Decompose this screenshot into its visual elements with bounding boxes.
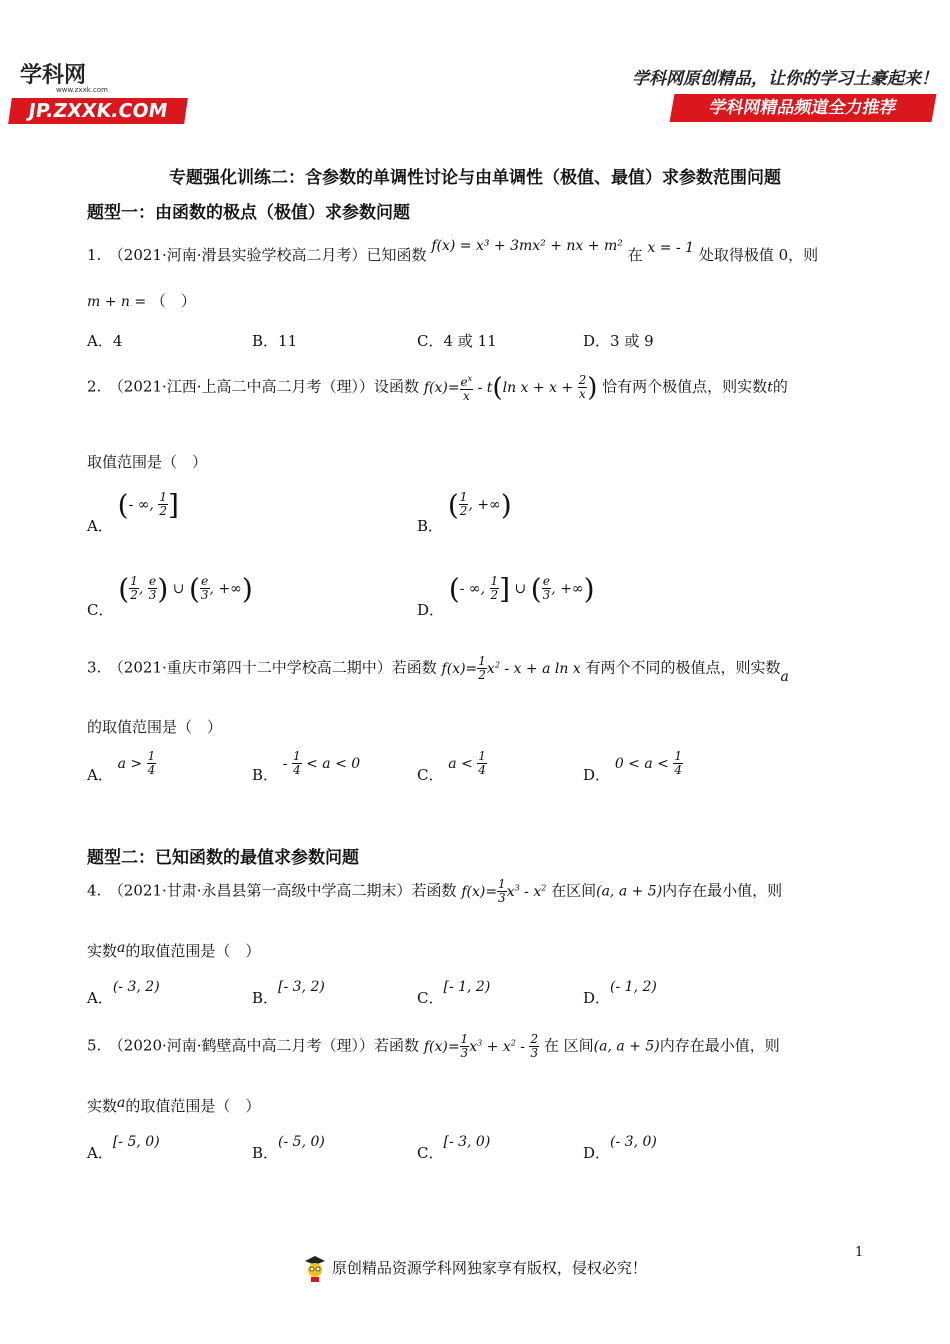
- footer: [0, 1255, 950, 1283]
- question-2: [87, 372, 788, 403]
- logo-url: www.zxxk.com: [56, 86, 108, 94]
- q1-option-b[interactable]: B．11: [252, 332, 298, 350]
- question-4-interval: (a, a + 5): [596, 883, 663, 900]
- question-1-point: x = - 1: [647, 240, 695, 256]
- question-2-suffix: 恰有两个极值点，则实数: [602, 377, 768, 396]
- question-2-suffix2: 的: [772, 377, 788, 396]
- question-1-blank: （ ）: [150, 292, 196, 310]
- question-4-formula: f(x)= $\frac{1}{3}$ $x^3 - x^2$: [461, 877, 547, 905]
- q3-option-d[interactable]: D． 0 < a < $\frac{1}{4}$: [583, 749, 682, 784]
- question-3-var: a: [780, 668, 789, 685]
- question-2-line2: 取值范围是（ ）: [87, 453, 208, 471]
- question-5-prefix: 5. （2020·河南·鹤壁高中高二月考（理））若函数: [87, 1036, 420, 1055]
- page-number: 1: [855, 1245, 864, 1260]
- question-5: [87, 1033, 780, 1060]
- question-5-formula: f(x)= $\frac{1}{3}$ $x^3 + x^2$ - $\frac{2}{3}$: [423, 1032, 539, 1060]
- recommend-banner: 学科网精品频道全力推荐: [670, 94, 937, 122]
- q1-option-a[interactable]: A．4: [87, 332, 123, 350]
- q1-option-c[interactable]: C．4 或 11: [417, 332, 497, 350]
- q4-option-c[interactable]: C．[- 1, 2): [417, 979, 491, 1007]
- question-4-suffix: 在区间: [551, 881, 597, 900]
- q2-option-d[interactable]: D． (- ∞, $\frac{1}{2}$ ] ∪ ( $\frac{e}{3}$ , +∞): [417, 572, 595, 619]
- question-1: [87, 238, 819, 265]
- section-heading-1: 题型一：由函数的极点（极值）求参数问题: [87, 203, 410, 223]
- q3-option-a[interactable]: A． a > $\frac{1}{4}$: [87, 749, 156, 784]
- question-5-line2: 实数a的取值范围是（ ）: [87, 1095, 261, 1115]
- question-3-formula: f(x)= $\frac{1}{2}$ $x^2 - x + a$ ln x: [441, 654, 581, 682]
- question-4-suffix2: 内存在最小值，则: [662, 881, 783, 900]
- question-4-prefix: 4. （2021·甘肃·永昌县第一高级中学高二期末）若函数: [87, 881, 457, 900]
- question-4-line2: 实数a的取值范围是（ ）: [87, 940, 261, 960]
- q1-option-d[interactable]: D．3 或 9: [583, 332, 654, 350]
- logo-domain: JP.ZXXK.COM: [8, 98, 188, 124]
- q4-option-d[interactable]: D．(- 1, 2): [583, 979, 657, 1007]
- q5-option-a[interactable]: A．[- 5, 0): [87, 1134, 160, 1162]
- question-1-expr: m + n =: [87, 294, 147, 310]
- question-1-line2: [87, 290, 196, 311]
- q5-option-b[interactable]: B．(- 5, 0): [252, 1134, 325, 1162]
- question-2-var: t: [767, 379, 773, 396]
- question-5-suffix: 在 区间: [543, 1036, 594, 1055]
- question-2-formula: f(x)= $\frac{e^x}{x}$ - t(ln x + x + $\frac{2}{x}$ ): [423, 372, 598, 403]
- q4-option-a[interactable]: A．(- 3, 2): [87, 979, 160, 1007]
- question-2-prefix: 2. （2021·江西·上高二中高二月考（理））设函数: [87, 377, 420, 396]
- question-5-suffix2: 内存在最小值，则: [659, 1036, 780, 1055]
- question-3-line2: 的取值范围是（ ）: [87, 718, 223, 736]
- question-1-suffix: 处取得极值 0，则: [698, 246, 819, 264]
- q2-option-b[interactable]: B． ( $\frac{1}{2}$ , +∞): [417, 488, 512, 535]
- q2-option-c[interactable]: C． ( $\frac{1}{2}$ , $\frac{e}{3}$ ) ∪ ( $\frac{e}{3}$ , +∞): [87, 572, 253, 619]
- question-1-mid: 在: [627, 246, 643, 264]
- slogan: 学科网原创精品，让你的学习土豪起来！: [632, 69, 938, 89]
- page-title: 专题强化训练二：含参数的单调性讨论与由单调性（极值、最值）求参数范围问题: [169, 168, 781, 188]
- mascot-icon: [303, 1255, 327, 1283]
- q5-option-d[interactable]: D．(- 3, 0): [583, 1134, 657, 1162]
- logo-name: 学科网: [20, 63, 87, 88]
- logo: [10, 58, 190, 124]
- question-4: [87, 878, 782, 905]
- q3-option-b[interactable]: B． - $\frac{1}{4}$ < a < 0: [252, 749, 361, 784]
- question-1-prefix: 1. （2021·河南·滑县实验学校高二月考）已知函数: [87, 246, 427, 264]
- question-1-formula: f(x) = x³ + 3mx² + nx + m²: [431, 238, 623, 254]
- question-5-interval: (a, a + 5): [593, 1038, 660, 1055]
- q3-option-c[interactable]: C． a < $\frac{1}{4}$: [417, 749, 486, 784]
- footer-text: 原创精品资源学科网独家享有版权，侵权必究！: [331, 1259, 647, 1277]
- q5-option-c[interactable]: C．[- 3, 0): [417, 1134, 491, 1162]
- q2-option-a[interactable]: A． (- ∞, $\frac{1}{2}$ ]: [87, 488, 179, 535]
- question-3-suffix: 有两个不同的极值点，则实数: [585, 658, 781, 677]
- question-3: [87, 654, 789, 685]
- q4-option-b[interactable]: B．[- 3, 2): [252, 979, 325, 1007]
- question-3-prefix: 3. （2021·重庆市第四十二中学校高二期中）若函数: [87, 658, 437, 677]
- section-heading-2: 题型二：已知函数的最值求参数问题: [87, 848, 359, 868]
